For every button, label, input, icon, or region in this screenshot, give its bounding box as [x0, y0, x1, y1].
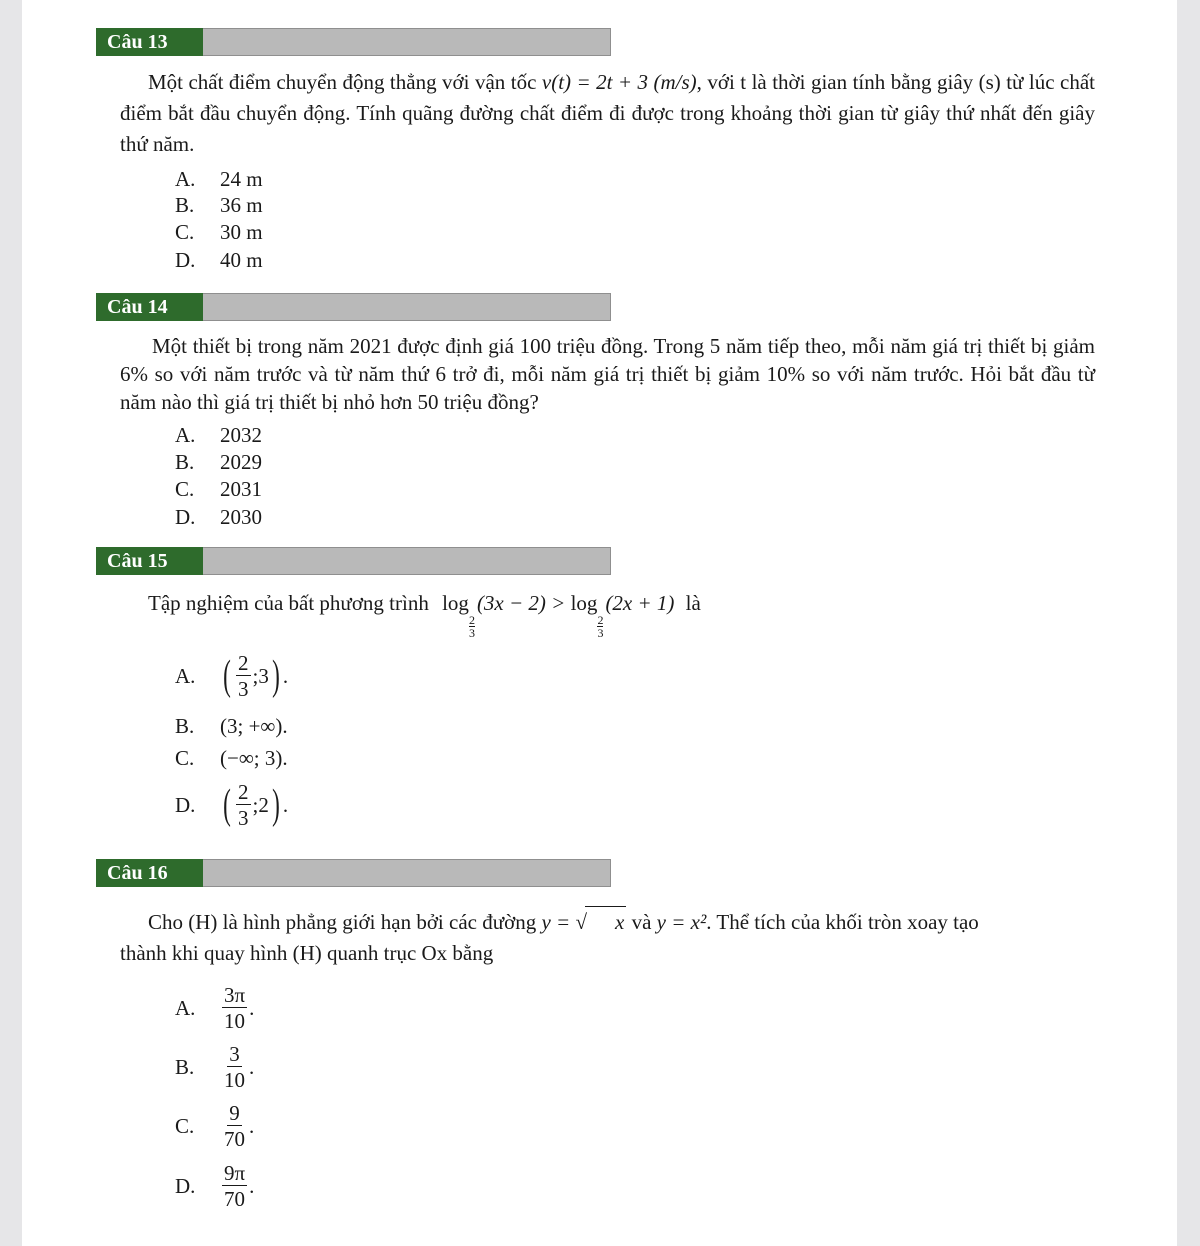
option-letter: D. [175, 248, 196, 272]
option-letter: C. [175, 477, 195, 501]
question-16-label: Câu 16 [96, 859, 203, 887]
q14-option-c[interactable] [175, 476, 262, 503]
option-letter: A. [175, 167, 196, 191]
q14-option-d[interactable] [175, 504, 262, 531]
question-16-text-line2: thành khi quay hình (H) quanh trục Ox bằng [120, 941, 494, 965]
q15-option-c[interactable] [175, 745, 288, 772]
option-letter: B. [175, 450, 195, 474]
conjunction: và [631, 910, 652, 934]
q13-option-b[interactable] [175, 192, 263, 219]
velocity-formula: v(t) = 2t + 3 (m/s) [541, 70, 697, 94]
sqrt-argument: x [585, 906, 626, 938]
q14-option-b[interactable] [175, 449, 262, 476]
option-value: 2032 [220, 423, 262, 447]
option-fraction: $\frac{3\pi}{10}$ [224, 982, 246, 1033]
q13-option-d[interactable] [175, 247, 263, 274]
option-value: 2031 [220, 477, 262, 501]
log-1: log [442, 591, 469, 615]
question-13-label: Câu 13 [96, 28, 203, 56]
log-1-base: $\frac{2}{3}$ [468, 613, 475, 640]
log-2-argument: (2x + 1) [605, 591, 675, 615]
q15-option-d[interactable]: D. ( $\frac{2}{3}$ ;2 ) . [175, 779, 289, 830]
option-letter: C. [175, 1113, 195, 1138]
q14-option-a[interactable] [175, 422, 262, 449]
question-16-text-mid: . Thể tích của khối tròn xoay tạo [706, 910, 979, 934]
option-d-tail: ;2 [252, 792, 269, 817]
question-15-text-post: là [685, 591, 701, 615]
question-13-text [120, 67, 1095, 160]
curve-1: y = [541, 910, 576, 934]
option-a-tail: ;3 [252, 663, 269, 688]
question-15-label: Câu 15 [96, 547, 203, 575]
option-fraction: $\frac{9}{70}$ [224, 1100, 245, 1151]
question-16-text: Cho (H) là hình phẳng giới hạn bởi các đường y = √ x và y = x². Thể tích của khối tròn xoay tạo thành khi quay hình (H) quanh trục Ox bằng [120, 906, 1095, 969]
option-d-fraction: $\frac{2}{3}$ [238, 779, 249, 830]
question-16-text-pre: Cho (H) là hình phẳng giới hạn bởi các đường [148, 910, 537, 934]
log-2: log [570, 591, 598, 615]
option-a-fraction: $\frac{2}{3}$ [238, 650, 249, 701]
q13-option-a[interactable] [175, 166, 263, 193]
q13-option-c[interactable] [175, 219, 263, 246]
option-letter: B. [175, 193, 195, 217]
question-14-bar [203, 293, 611, 321]
option-value: 2030 [220, 505, 262, 529]
question-15-bar [203, 547, 611, 575]
option-value: 36 m [220, 193, 263, 217]
option-value: 30 m [220, 220, 263, 244]
question-14-label: Câu 14 [96, 293, 203, 321]
option-letter: D. [175, 1173, 196, 1198]
curve-2: y = x² [656, 910, 707, 934]
option-letter: D. [175, 505, 196, 529]
option-letter: B. [175, 1054, 195, 1079]
option-letter: D. [175, 792, 196, 817]
question-13-bar [203, 28, 611, 56]
option-value: 2029 [220, 450, 262, 474]
question-16-header [96, 859, 611, 887]
q15-option-a[interactable]: A. ( $\frac{2}{3}$ ;3 ) . [175, 650, 289, 701]
q15-option-b[interactable] [175, 713, 288, 740]
option-value: 24 m [220, 167, 263, 191]
question-15-text [148, 588, 1048, 640]
option-letter: C. [175, 220, 195, 244]
option-letter: A. [175, 423, 196, 447]
question-15-header [96, 547, 611, 575]
question-16-bar [203, 859, 611, 887]
option-value: 40 m [220, 248, 263, 272]
question-13-header [96, 28, 611, 56]
option-value: (3; +∞). [220, 714, 288, 738]
q16-option-d[interactable]: D. $\frac{9\pi}{70}$ . [175, 1160, 255, 1211]
log-2-base: $\frac{2}{3}$ [597, 613, 604, 640]
q16-option-c[interactable]: C. $\frac{9}{70}$ . [175, 1100, 255, 1151]
log-1-argument: (3x − 2) > [476, 591, 566, 615]
q16-option-a[interactable]: A. $\frac{3\pi}{10}$ . [175, 982, 255, 1033]
option-letter: A. [175, 995, 196, 1020]
question-14-header [96, 293, 611, 321]
question-14-text: Một thiết bị trong năm 2021 được định giá 100 triệu đồng. Trong 5 năm tiếp theo, mỗi năm giá trị thiết bị giảm 6% so với năm trước và từ năm thứ 6 trở đi, mỗi năm giá trị thiết bị giảm 10% so với năm trước. Hỏi bắt đầu từ năm nào thì giá trị thiết bị nhỏ hơn 50 triệu đồng? [120, 334, 1095, 414]
option-letter: B. [175, 714, 195, 738]
question-13-text-post: , với t là thời gian tính bằng giây (s) từ lúc chất điểm bắt đầu chuyển động. Tính quãng đường chất điểm đi được trong khoảng thời gian từ giây thứ nhất đến giây thứ năm. [120, 70, 1095, 156]
question-15-text-pre: Tập nghiệm của bất phương trình [148, 591, 429, 615]
option-letter: C. [175, 746, 195, 770]
option-fraction: $\frac{9\pi}{70}$ [224, 1160, 246, 1211]
q16-option-b[interactable]: B. $\frac{3}{10}$ . [175, 1041, 255, 1092]
option-fraction: $\frac{3}{10}$ [224, 1041, 245, 1092]
option-letter: A. [175, 663, 196, 688]
question-13-text-pre: Một chất điểm chuyển động thẳng với vận tốc [148, 70, 542, 94]
option-value: (−∞; 3). [220, 746, 288, 770]
